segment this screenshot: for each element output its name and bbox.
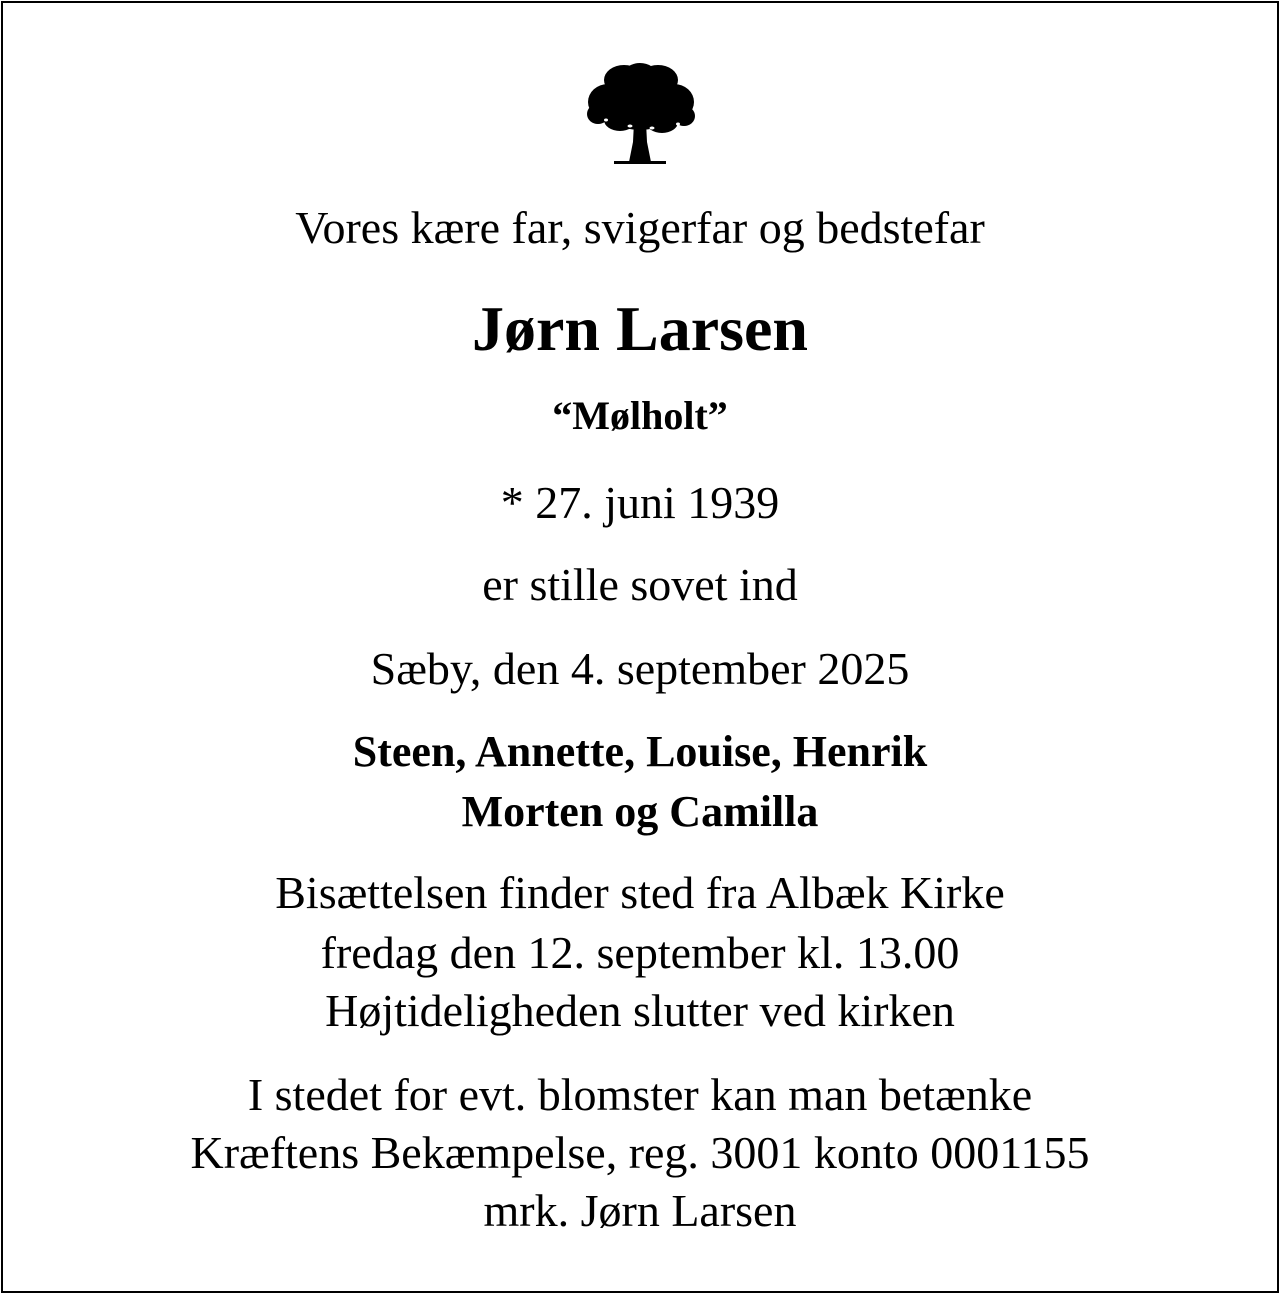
family-line: Steen, Annette, Louise, Henrik [352,727,928,776]
intro-text: Vores kære far, svigerfar og bedstefar [295,202,985,253]
passed-text: er stille sovet ind [482,559,798,610]
service-line: Højtideligheden slutter ved kirken [325,985,955,1036]
nickname: “Mølholt” [552,393,728,438]
donation-line: I stedet for evt. blomster kan man betænke [247,1069,1033,1120]
donation-line: mrk. Jørn Larsen [483,1185,797,1236]
birth-date: * 27. juni 1939 [500,477,780,528]
deceased-name: Jørn Larsen [472,293,808,364]
service-line: fredag den 12. september kl. 13.00 [320,927,960,978]
tree-icon [584,62,696,170]
family-line: Morten og Camilla [461,787,819,836]
donation-line: Kræftens Bekæmpelse, reg. 3001 konto 0001155 [190,1127,1090,1178]
service-line: Bisættelsen finder sted fra Albæk Kirke [275,867,1005,918]
place-date: Sæby, den 4. september 2025 [370,643,910,694]
